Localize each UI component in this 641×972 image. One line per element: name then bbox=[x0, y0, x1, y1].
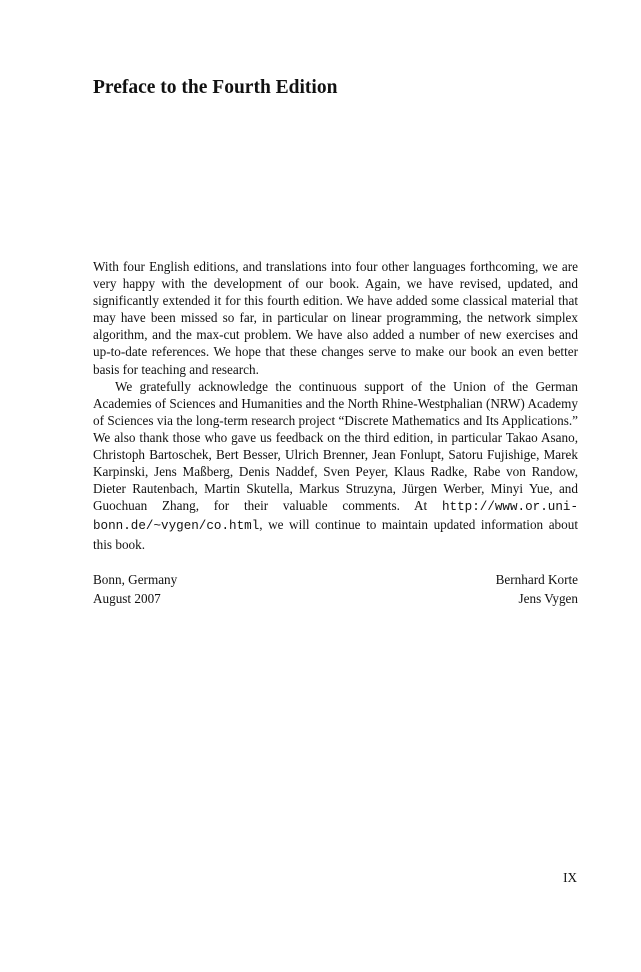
place: Bonn, Germany bbox=[93, 572, 178, 587]
website-url: http://www.or.uni-bonn.de/~vygen/co.html bbox=[93, 500, 579, 534]
author-korte: Bernhard Korte bbox=[495, 572, 578, 587]
page-number: IX bbox=[563, 870, 577, 885]
paragraph-1: With four English editions, and translations into four other languages forthcoming, we are very happy with the development of our book. Again, we have revised, updated, and significantly extended it for this fourth edition. We have added some classical material that may have been missed so far, in particular on linear programming, the network simplex algorithm, and the max-cut problem. We have also added a number of new exercises and up-to-date references. We hope that these changes serve to make our book an even better basis for teaching and research. bbox=[93, 259, 578, 377]
date: August 2007 bbox=[93, 591, 161, 606]
signature-row-1 bbox=[93, 570, 578, 589]
preface-body bbox=[93, 258, 578, 553]
paragraph-2 bbox=[93, 378, 578, 553]
signature-row-2 bbox=[93, 589, 578, 608]
author-vygen: Jens Vygen bbox=[518, 591, 578, 606]
paragraph-2-ending: , we will continue to maintain updated information about this book. bbox=[93, 517, 578, 552]
paragraph-2-text: We gratefully acknowledge the continuous support of the Union of the German Academies of Sciences and Humanities and the North Rhine-Westphalian (NRW) Academy of Sciences via the long-term research project “Discrete Mathematics and Its Applications.” We also thank those who gave us feedback on the third edition, in particular Takao Asano, Christoph Bartoschek, Bert Besser, Ulrich Brenner, Jean Fonlupt, Satoru Fujishige, Marek Karpinski, Jens Maßberg, Denis Naddef, Sven Peyer, Klaus Radke, Rabe von Randow, Dieter Rautenbach, Martin Skutella, Markus Struzyna, Jürgen Werber, Minyi Yue, and Guochuan Zhang, for their valuable comments. At bbox=[93, 378, 578, 514]
signature-block bbox=[93, 570, 578, 608]
page-title: Preface to the Fourth Edition bbox=[93, 77, 338, 98]
